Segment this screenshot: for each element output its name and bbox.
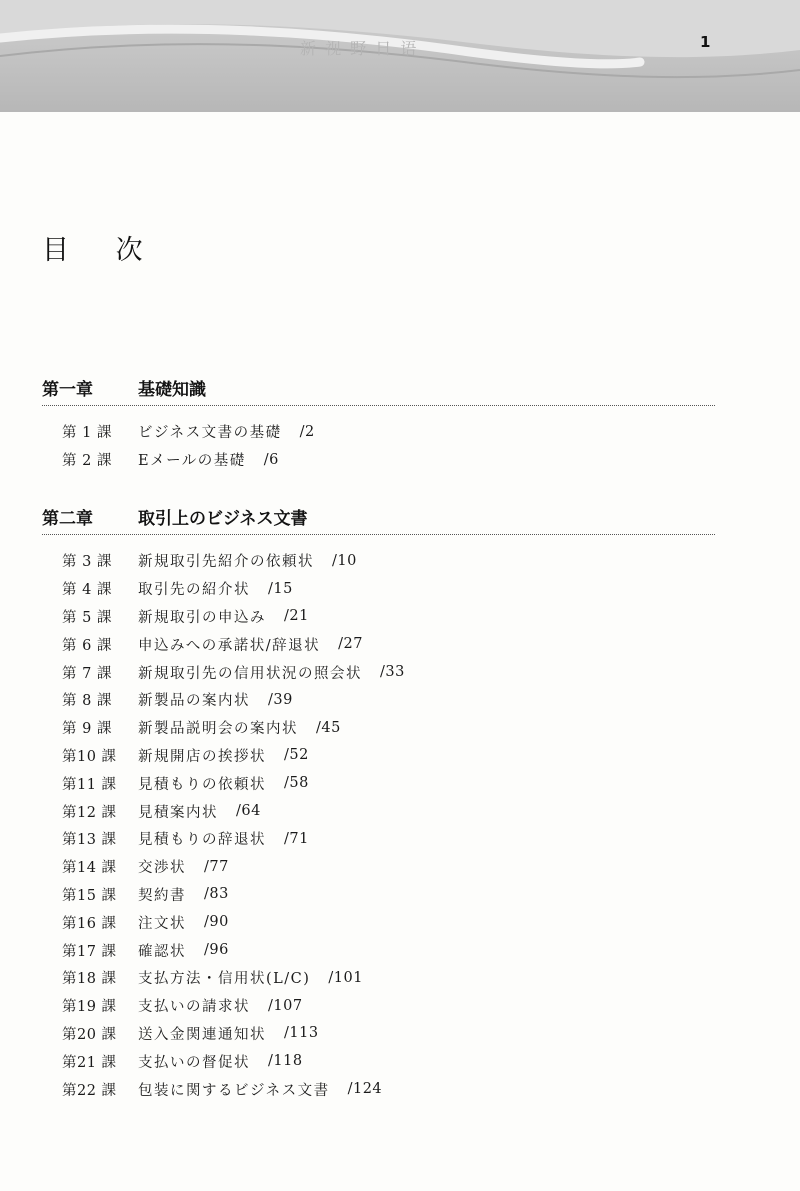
lesson-title: 新規取引先の信用状況の照会状	[138, 665, 362, 682]
lesson-title: 新製品の案内状	[138, 693, 250, 710]
lesson-page: /39	[268, 691, 293, 708]
chapter-number: 第一章	[42, 380, 93, 400]
lesson-page: /27	[338, 636, 363, 653]
lesson-list	[42, 547, 715, 1103]
lesson-page: /2	[299, 423, 315, 440]
lesson-title: 支払いの請求状	[138, 999, 250, 1016]
toc-entry[interactable]	[42, 575, 715, 603]
lesson-page: /15	[268, 580, 293, 597]
lesson-number: 第 8 課	[62, 693, 112, 710]
lesson-title: 支払いの督促状	[138, 1054, 250, 1071]
lesson-title: 契約書	[138, 887, 186, 904]
lesson-title: 新規取引先紹介の依頼状	[138, 554, 314, 571]
lesson-title: 注文状	[138, 915, 186, 932]
lesson-title: 取引先の紹介状	[138, 582, 250, 599]
toc-entry[interactable]	[42, 446, 715, 474]
toc-entry[interactable]	[42, 908, 715, 936]
lesson-title: 新規取引の申込み	[138, 609, 266, 626]
lesson-title: 申込みへの承諾状/辞退状	[138, 637, 321, 654]
chapter-title: 取引上のビジネス文書	[138, 509, 308, 529]
lesson-page: /45	[316, 719, 341, 736]
lesson-number: 第 3 課	[62, 554, 112, 571]
chapter-title: 基礎知識	[138, 380, 206, 400]
toc-entry[interactable]	[42, 686, 715, 714]
lesson-page: /21	[284, 608, 309, 625]
lesson-number: 第13 課	[62, 832, 117, 849]
lesson-page: /124	[347, 1081, 383, 1098]
lesson-page: /96	[204, 942, 229, 959]
lesson-title: 包装に関するビジネス文書	[138, 1082, 330, 1099]
lesson-page: /77	[204, 858, 229, 875]
chapter-heading	[42, 504, 715, 535]
lesson-page: /90	[204, 914, 229, 931]
toc-entry[interactable]	[42, 853, 715, 881]
lesson-page: /107	[268, 997, 303, 1014]
toc-entry[interactable]	[42, 658, 715, 686]
lesson-number: 第17 課	[62, 943, 117, 960]
lesson-number: 第 9 課	[62, 721, 112, 738]
lesson-page: /71	[284, 830, 309, 847]
toc-entry[interactable]	[42, 603, 715, 631]
toc-entry[interactable]	[42, 936, 715, 964]
toc-entry[interactable]	[42, 881, 715, 909]
lesson-title: Eメールの基礎	[138, 453, 246, 470]
toc-entry[interactable]	[42, 547, 715, 575]
lesson-page: /6	[263, 451, 279, 468]
lesson-number: 第22 課	[62, 1082, 117, 1099]
lesson-number: 第15 課	[62, 887, 117, 904]
lesson-title: 確認状	[138, 943, 186, 960]
lesson-page: /113	[284, 1025, 319, 1042]
lesson-title: 送入金関連通知状	[138, 1026, 266, 1043]
lesson-number: 第 1 課	[62, 425, 112, 442]
chapter-2	[42, 504, 715, 1103]
toc-entry[interactable]	[42, 797, 715, 825]
toc-entry[interactable]	[42, 1020, 715, 1048]
lesson-number: 第 2 課	[62, 453, 112, 470]
lesson-number: 第 4 課	[62, 582, 112, 599]
lesson-page: /10	[332, 552, 357, 569]
lesson-number: 第 5 課	[62, 609, 112, 626]
lesson-title: 見積案内状	[138, 804, 218, 821]
lesson-number: 第20 課	[62, 1026, 117, 1043]
page-number: 1	[700, 33, 711, 51]
lesson-title: 見積もりの辞退状	[138, 832, 266, 849]
page-title: 目 次	[42, 235, 162, 266]
chapter-number: 第二章	[42, 509, 93, 529]
lesson-page: /52	[284, 747, 309, 764]
lesson-page: /83	[204, 886, 229, 903]
lesson-number: 第 7 課	[62, 665, 112, 682]
lesson-title: ビジネス文書の基礎	[138, 425, 282, 442]
toc-entry[interactable]	[42, 630, 715, 658]
toc-entry[interactable]	[42, 418, 715, 446]
lesson-number: 第12 課	[62, 804, 117, 821]
lesson-page: /33	[380, 664, 405, 681]
lesson-title: 新製品説明会の案内状	[138, 721, 298, 738]
lesson-title: 支払方法・信用状(L/C)	[138, 971, 311, 988]
lesson-list	[42, 418, 715, 474]
lesson-title: 交渉状	[138, 860, 186, 877]
toc-entry[interactable]	[42, 1047, 715, 1075]
lesson-number: 第14 課	[62, 860, 117, 877]
header-band	[0, 0, 800, 112]
header-faint-title: 新 视 野 日 语	[300, 39, 419, 58]
toc-entry[interactable]	[42, 742, 715, 770]
chapter-heading	[42, 375, 715, 406]
lesson-title: 新規開店の挨拶状	[138, 748, 266, 765]
lesson-page: /101	[328, 969, 363, 986]
toc-entry[interactable]	[42, 1075, 715, 1103]
toc-entry[interactable]	[42, 825, 715, 853]
toc-entry[interactable]	[42, 769, 715, 797]
toc-entry[interactable]	[42, 964, 715, 992]
lesson-page: /118	[268, 1053, 303, 1070]
lesson-number: 第21 課	[62, 1054, 117, 1071]
lesson-number: 第18 課	[62, 971, 117, 988]
lesson-number: 第 6 課	[62, 637, 112, 654]
lesson-number: 第16 課	[62, 915, 117, 932]
lesson-page: /58	[284, 775, 309, 792]
lesson-number: 第10 課	[62, 748, 117, 765]
lesson-title: 見積もりの依頼状	[138, 776, 266, 793]
toc-entry[interactable]	[42, 714, 715, 742]
toc-entry[interactable]	[42, 992, 715, 1020]
chapter-1	[42, 375, 715, 474]
lesson-page: /64	[236, 803, 261, 820]
lesson-number: 第11 課	[62, 776, 117, 793]
lesson-number: 第19 課	[62, 999, 117, 1016]
